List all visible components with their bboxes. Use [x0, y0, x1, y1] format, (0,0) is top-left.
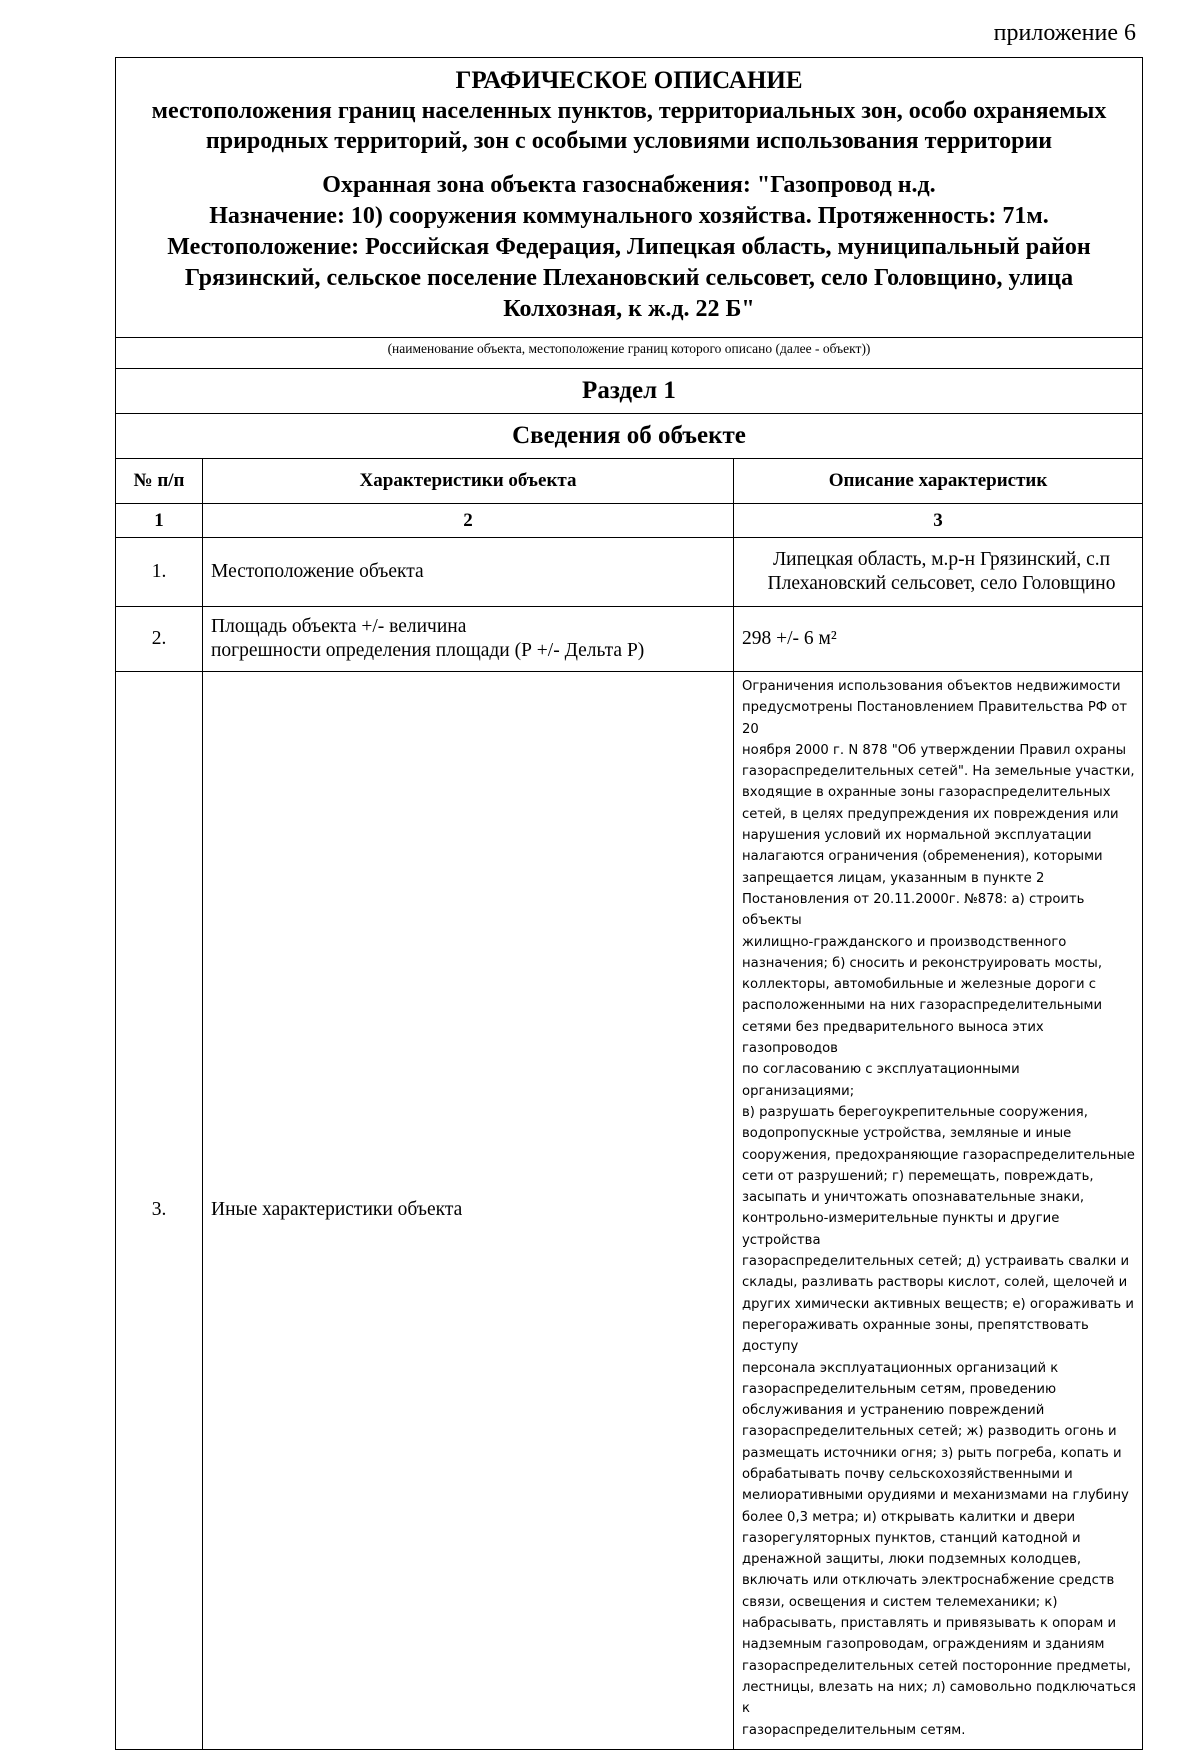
column-number-3: 3	[734, 504, 1143, 538]
table-column-numbers-row	[116, 504, 1142, 538]
restriction-text-line: склады, разливать растворы кислот, солей, щелочей и	[742, 1275, 1128, 1291]
restriction-text-line: размещать источники огня; з) рыть погреба, копать и	[742, 1445, 1122, 1461]
object-info-table	[116, 458, 1142, 1749]
document-subtitle: местоположения границ населенных пунктов, территориальных зон, особо охраняемых природных территорий, зон с особыми условиями использования территории	[151, 98, 1107, 154]
restriction-text-line: расположенными на них газораспределительными	[742, 998, 1103, 1014]
header-characteristics: Характеристики объекта	[203, 459, 734, 504]
restriction-text-line: засыпать и уничтожать опознавательные знаки,	[742, 1190, 1085, 1206]
restriction-text-line: газорегуляторных пунктов, станций катодной и	[742, 1530, 1081, 1546]
row-number: 3.	[116, 672, 203, 1749]
restriction-text-line: газораспределительным сетям, проведению	[742, 1381, 1057, 1397]
header-description: Описание характеристик	[734, 459, 1143, 504]
restriction-text-line: по согласованию с эксплуатационными организациями;	[742, 1062, 1020, 1099]
document-frame	[115, 57, 1143, 1750]
restriction-text-line: сети от разрушений; г) перемещать, повреждать,	[742, 1168, 1094, 1184]
restriction-text-line: в) разрушать берегоукрепительные сооружения,	[742, 1104, 1088, 1120]
row-characteristic-line: погрешности определения площади (Р +/- Дельта Р)	[211, 640, 645, 661]
restriction-text-line: газораспределительных сетей; ж) разводить огонь и	[742, 1424, 1117, 1440]
row-characteristic	[203, 607, 734, 672]
restriction-text-line: коллекторы, автомобильные и железные дороги с	[742, 977, 1096, 993]
document-header	[116, 58, 1142, 337]
restriction-text-line: ноября 2000 г. N 878 "Об утверждении Правил охраны	[742, 742, 1127, 758]
restriction-text-line: газораспределительных сетей посторонние предметы,	[742, 1658, 1131, 1674]
restriction-text-line: назначения; б) сносить и реконструировать мосты,	[742, 955, 1103, 971]
section-title: Раздел 1	[116, 368, 1142, 413]
restriction-text-line: обслуживания и устранению повреждений	[742, 1403, 1045, 1419]
restriction-text-line: входящие в охранные зоны газораспределительных	[742, 785, 1111, 801]
restriction-text-line: персонала эксплуатационных организаций к	[742, 1360, 1059, 1376]
restriction-text-line: налагаются ограничения (обременения), которыми	[742, 849, 1103, 865]
table-row	[116, 538, 1142, 607]
restriction-text-line: связи, освещения и систем телемеханики; к)	[742, 1594, 1058, 1610]
table-row	[116, 672, 1142, 1749]
restriction-text-line: Постановления от 20.11.2000г. №878: а) строить объекты	[742, 891, 1085, 929]
row-description-line: Липецкая область, м.р-н Грязинский, с.п	[772, 549, 1111, 570]
restriction-text-line: других химически активных веществ; е) огораживать и	[742, 1296, 1134, 1312]
restriction-text-line: водопропускные устройства, земляные и иные	[742, 1126, 1072, 1142]
row-number: 2.	[116, 607, 203, 672]
row-number: 1.	[116, 538, 203, 607]
restriction-text-line: запрещается лицам, указанным в пункте 2	[742, 870, 1045, 886]
restriction-text-line: лестницы, влезать на них; л) самовольно подключаться к	[742, 1679, 1136, 1717]
row-description: 298 +/- 6 м²	[734, 607, 1143, 672]
restriction-text-line: сетями без предварительного выноса этих газопроводов	[742, 1019, 1044, 1057]
row-characteristic: Иные характеристики объекта	[203, 672, 734, 1749]
restriction-text-line: набрасывать, приставлять и привязывать к опорам и	[742, 1616, 1117, 1632]
row-description-line: Плехановский сельсовет, село Головщино	[767, 573, 1116, 594]
restriction-text-line: перегораживать охранные зоны, препятствовать доступу	[742, 1317, 1089, 1355]
restriction-text-line: контрольно-измерительные пункты и другие устройства	[742, 1211, 1060, 1248]
section-subtitle: Сведения об объекте	[116, 413, 1142, 458]
table-header-row	[116, 459, 1142, 504]
table-row	[116, 607, 1142, 672]
object-caption: (наименование объекта, местоположение границ которого описано (далее - объект))	[116, 337, 1142, 368]
restriction-text-line: включать или отключать электроснабжение средств	[742, 1573, 1115, 1589]
restriction-text-line: сооружения, предохраняющие газораспределительные	[742, 1147, 1135, 1163]
row-description-restrictions	[734, 672, 1143, 1749]
row-characteristic: Местоположение объекта	[203, 538, 734, 607]
restriction-text-line: жилищно-гражданского и производственного	[742, 934, 1067, 950]
object-line-3: Местоположение: Российская Федерация, Липецкая область, муниципальный район Грязинский, сельское поселение Плехановский сельсовет, село Головщино, улица Колхозная, к ж.д. 22 Б"	[167, 234, 1091, 322]
restriction-text-line: газораспределительным сетям.	[742, 1722, 966, 1738]
document-title: ГРАФИЧЕСКОЕ ОПИСАНИЕ	[455, 67, 803, 94]
restriction-text-line: предусмотрены Постановлением Правительства РФ от 20	[742, 700, 1128, 737]
restriction-text-line: более 0,3 метра; и) открывать калитки и двери	[742, 1509, 1076, 1525]
column-number-2: 2	[203, 504, 734, 538]
restriction-text-line: обрабатывать почву сельскохозяйственными и	[742, 1466, 1073, 1482]
restriction-text-line: Ограничения использования объектов недвижимости	[742, 679, 1121, 694]
header-number: № п/п	[116, 459, 203, 504]
object-line-1: Охранная зона объекта газоснабжения: "Газопровод н.д.	[322, 172, 936, 198]
column-number-1: 1	[116, 504, 203, 538]
restriction-text-line: надземным газопроводам, ограждениям и зданиям	[742, 1637, 1105, 1653]
row-characteristic-line: Площадь объекта +/- величина	[211, 616, 467, 637]
object-description	[126, 170, 1132, 331]
restriction-text-line: нарушения условий их нормальной эксплуатации	[742, 828, 1092, 844]
restriction-text-line: газораспределительных сетей". На земельные участки,	[742, 764, 1135, 780]
restriction-text-line: газораспределительных сетей; д) устраивать свалки и	[742, 1254, 1130, 1270]
restriction-text-line: мелиоративными орудиями и механизмами на глубину	[742, 1488, 1129, 1504]
object-line-2: Назначение: 10) сооружения коммунального хозяйства. Протяженность: 71м.	[209, 203, 1049, 229]
row-description	[734, 538, 1143, 607]
restriction-text-line: сетей, в целях предупреждения их повреждения или	[742, 806, 1119, 822]
appendix-label: приложение 6	[993, 20, 1136, 46]
restriction-text-line: дренажной защиты, люки подземных колодцев,	[742, 1552, 1082, 1568]
